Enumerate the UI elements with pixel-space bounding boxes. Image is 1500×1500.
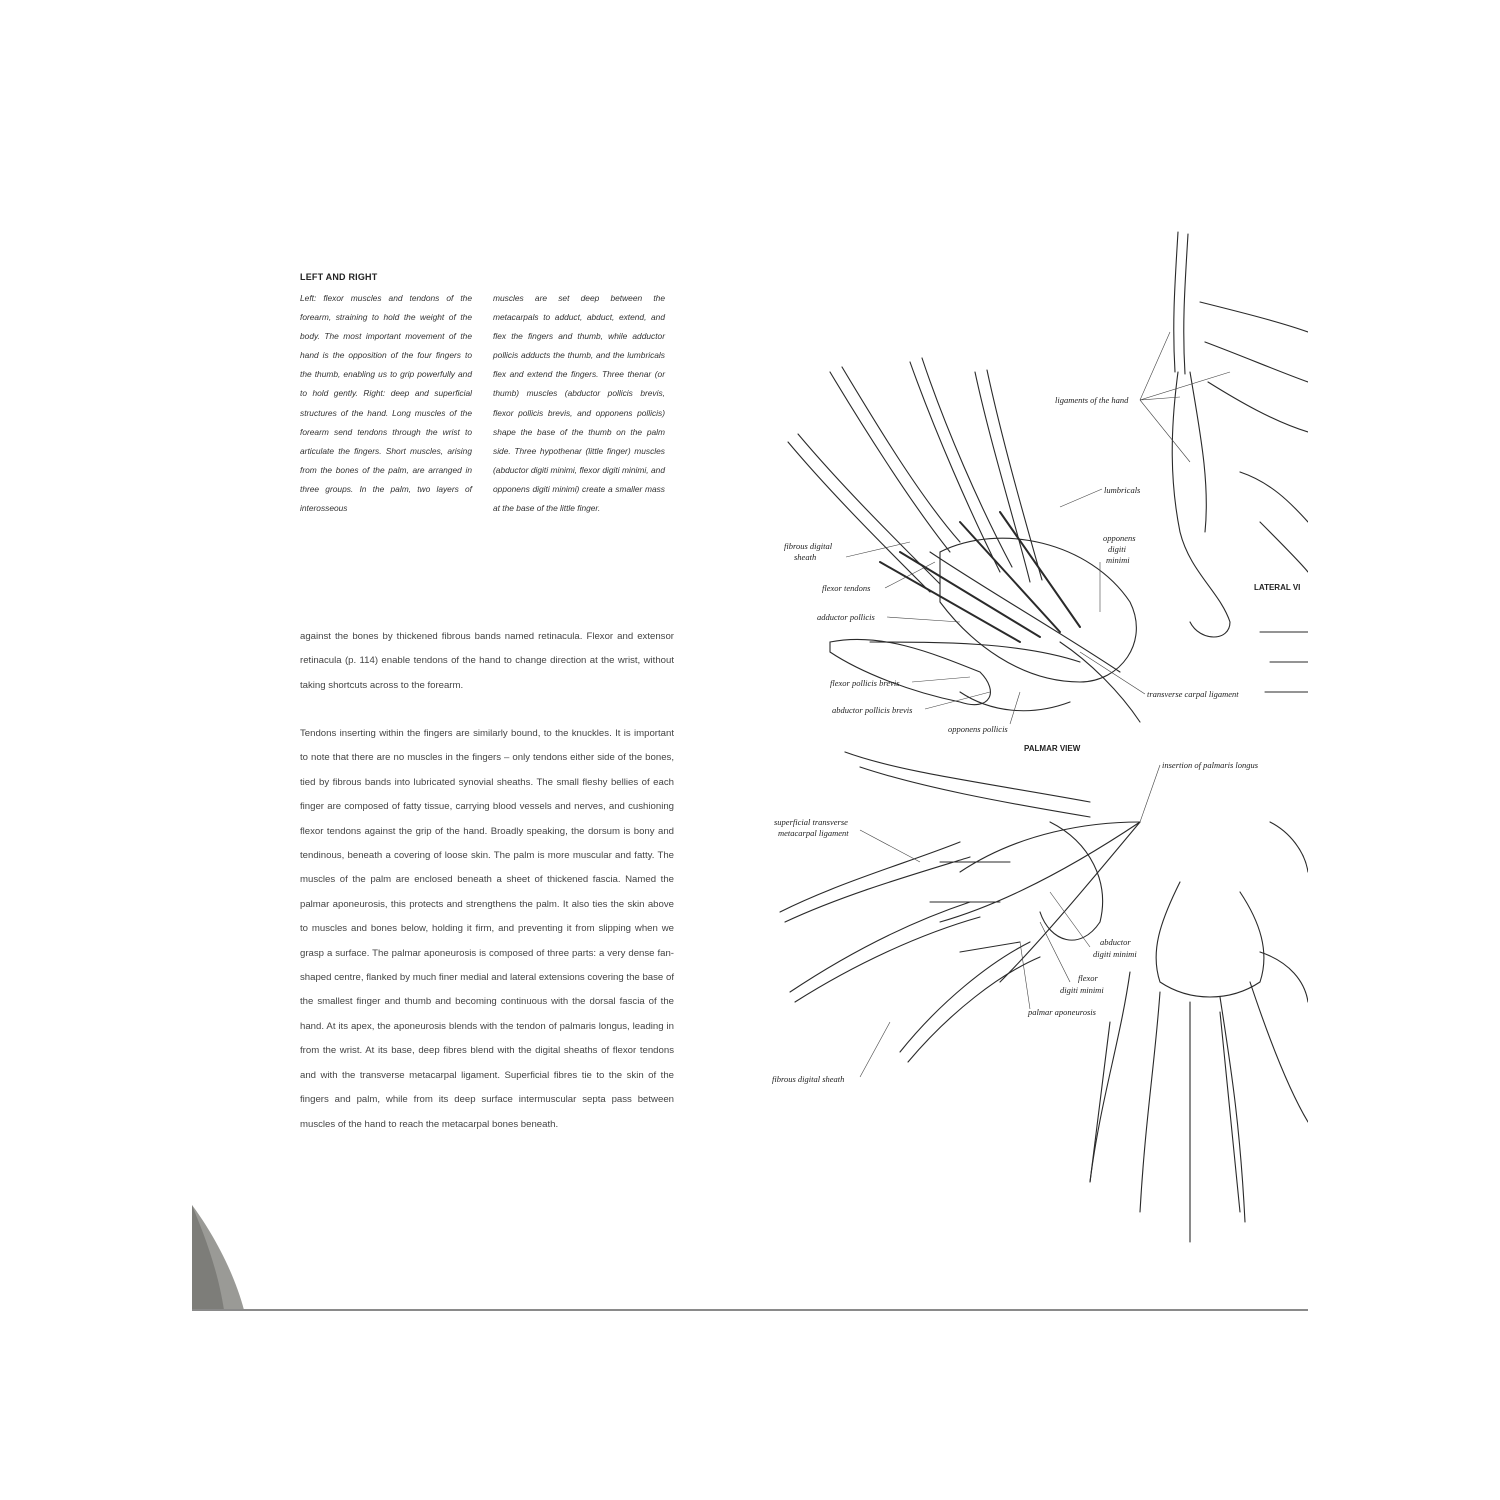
caption-column-left: Left: flexor muscles and tendons of the forearm, straining to hold the weight of the body. The most important movement of the hand is the opposition of the four fingers to the thumb, enabling us to grip powerfully and to hold gently. Right: deep and superficial structures of the hand. Long muscles of the forearm send tendons through the wrist to articulate the fingers. Short muscles, arising from the bones of the palm, are arranged in three groups. In the palm, two layers of interosseous xyxy=(300,293,472,514)
body-paragraph-1: against the bones by thickened fibrous bands named retinacula. Flexor and extensor retinacula (p. 114) enable tendons of the hand to change direction at the wrist, without taking shortcuts across to the forearm. xyxy=(300,631,674,691)
page-bottom-edge xyxy=(192,1309,1308,1311)
caption-column-right: muscles are set deep between the metacarpals to adduct, abduct, extend, and flex the fingers and thumb, while adductor pollicis adducts the thumb, and the lumbricals flex and extend the fingers. Three thenar (or thumb) muscles (abductor pollicis brevis, flexor pollicis brevis, and opponens pollicis) shape the base of the thumb on the palm side. Three hypothenar (little finger) muscles (abductor digiti minimi, flexor digiti minimi, and opponens digiti minimi) create a smaller mass at the base of the little finger. xyxy=(493,293,665,514)
caption-palmar-view: PALMAR VIEW xyxy=(1024,744,1081,753)
hand-anatomy-illustration xyxy=(760,222,1308,1272)
label-flexor-digiti-a: flexor xyxy=(1078,973,1098,983)
label-opponens-digiti-b: digiti xyxy=(1108,544,1126,554)
label-flexor-digiti-b: digiti minimi xyxy=(1060,985,1104,995)
view-captions xyxy=(1024,583,1300,753)
body-paragraph-2: Tendons inserting within the fingers are similarly bound, to the knuckles. It is important to note that there are no muscles in the fingers – only tendons either side of the bones, tied by fibrous bands into lubricated synovial sheaths. The small fleshy bellies of each finger are composed of fatty tissue, carrying blood vessels and nerves, and cushioning flexor tendons against the grip of the hand. Broadly speaking, the dorsum is bony and tendinous, beneath a covering of loose skin. The palm is more muscular and fatty. The muscles of the palm are enclosed beneath a sheet of thickened fascia. Named the palmar aponeurosis, this protects and strengthens the palm. It also ties the skin above to muscles and bones below, holding it firm, and preventing it from slipping when we grasp a surface. The palmar aponeurosis is composed of three parts: a very dense fan-shaped centre, flanked by much finer medial and lateral extensions covering the base of the smallest finger and thumb and becoming continuous with the dorsal fascia of the hand. At its apex, the aponeurosis blends with the tendon of palmaris longus, leading in from the wrist. At its base, deep fibres blend with the digital sheaths of flexor tendons and with the transverse metacarpal ligament. Superficial fibres tie to the skin of the fingers and palm, while from its deep surface intermuscular septa pass between muscles of the hand to reach the metacarpal bones beneath. xyxy=(300,728,674,1130)
label-superficial-transverse-b: metacarpal ligament xyxy=(778,828,849,838)
label-flexor-tendons: flexor tendons xyxy=(822,583,871,593)
label-fibrous-digital-sheath-1b: sheath xyxy=(794,552,817,562)
label-abductor-digiti-b: digiti minimi xyxy=(1093,949,1137,959)
label-palmar-aponeurosis: palmar aponeurosis xyxy=(1028,1007,1096,1017)
label-superficial-transverse-a: superficial transverse xyxy=(774,817,848,827)
hand-dorsal-bones-drawing xyxy=(1090,822,1308,1242)
label-adductor-pollicis: adductor pollicis xyxy=(817,612,875,622)
label-insertion-palmaris: insertion of palmaris longus xyxy=(1162,760,1259,770)
label-fibrous-digital-sheath-2: fibrous digital sheath xyxy=(772,1074,845,1084)
caption-lateral-view: LATERAL VI xyxy=(1254,583,1301,592)
caption-heading: LEFT AND RIGHT xyxy=(300,272,378,282)
label-opponens-pollicis: opponens pollicis xyxy=(948,724,1008,734)
label-abductor-pollicis-brevis: abductor pollicis brevis xyxy=(832,705,913,715)
label-abductor-digiti-a: abductor xyxy=(1100,937,1131,947)
label-transverse-carpal: transverse carpal ligament xyxy=(1147,689,1239,699)
label-opponens-digiti-c: minimi xyxy=(1106,555,1130,565)
label-opponens-digiti-a: opponens xyxy=(1103,533,1136,543)
label-flexor-pollicis-brevis: flexor pollicis brevis xyxy=(830,678,900,688)
page-curl-shadow xyxy=(192,1205,252,1310)
hand-palmar-deep-drawing xyxy=(788,358,1140,722)
label-fibrous-digital-sheath-1a: fibrous digital xyxy=(784,541,833,551)
label-lumbricals: lumbricals xyxy=(1104,485,1141,495)
label-ligaments: ligaments of the hand xyxy=(1055,395,1129,405)
hand-lateral-bones-drawing xyxy=(1172,232,1308,692)
labels xyxy=(772,395,1259,1084)
